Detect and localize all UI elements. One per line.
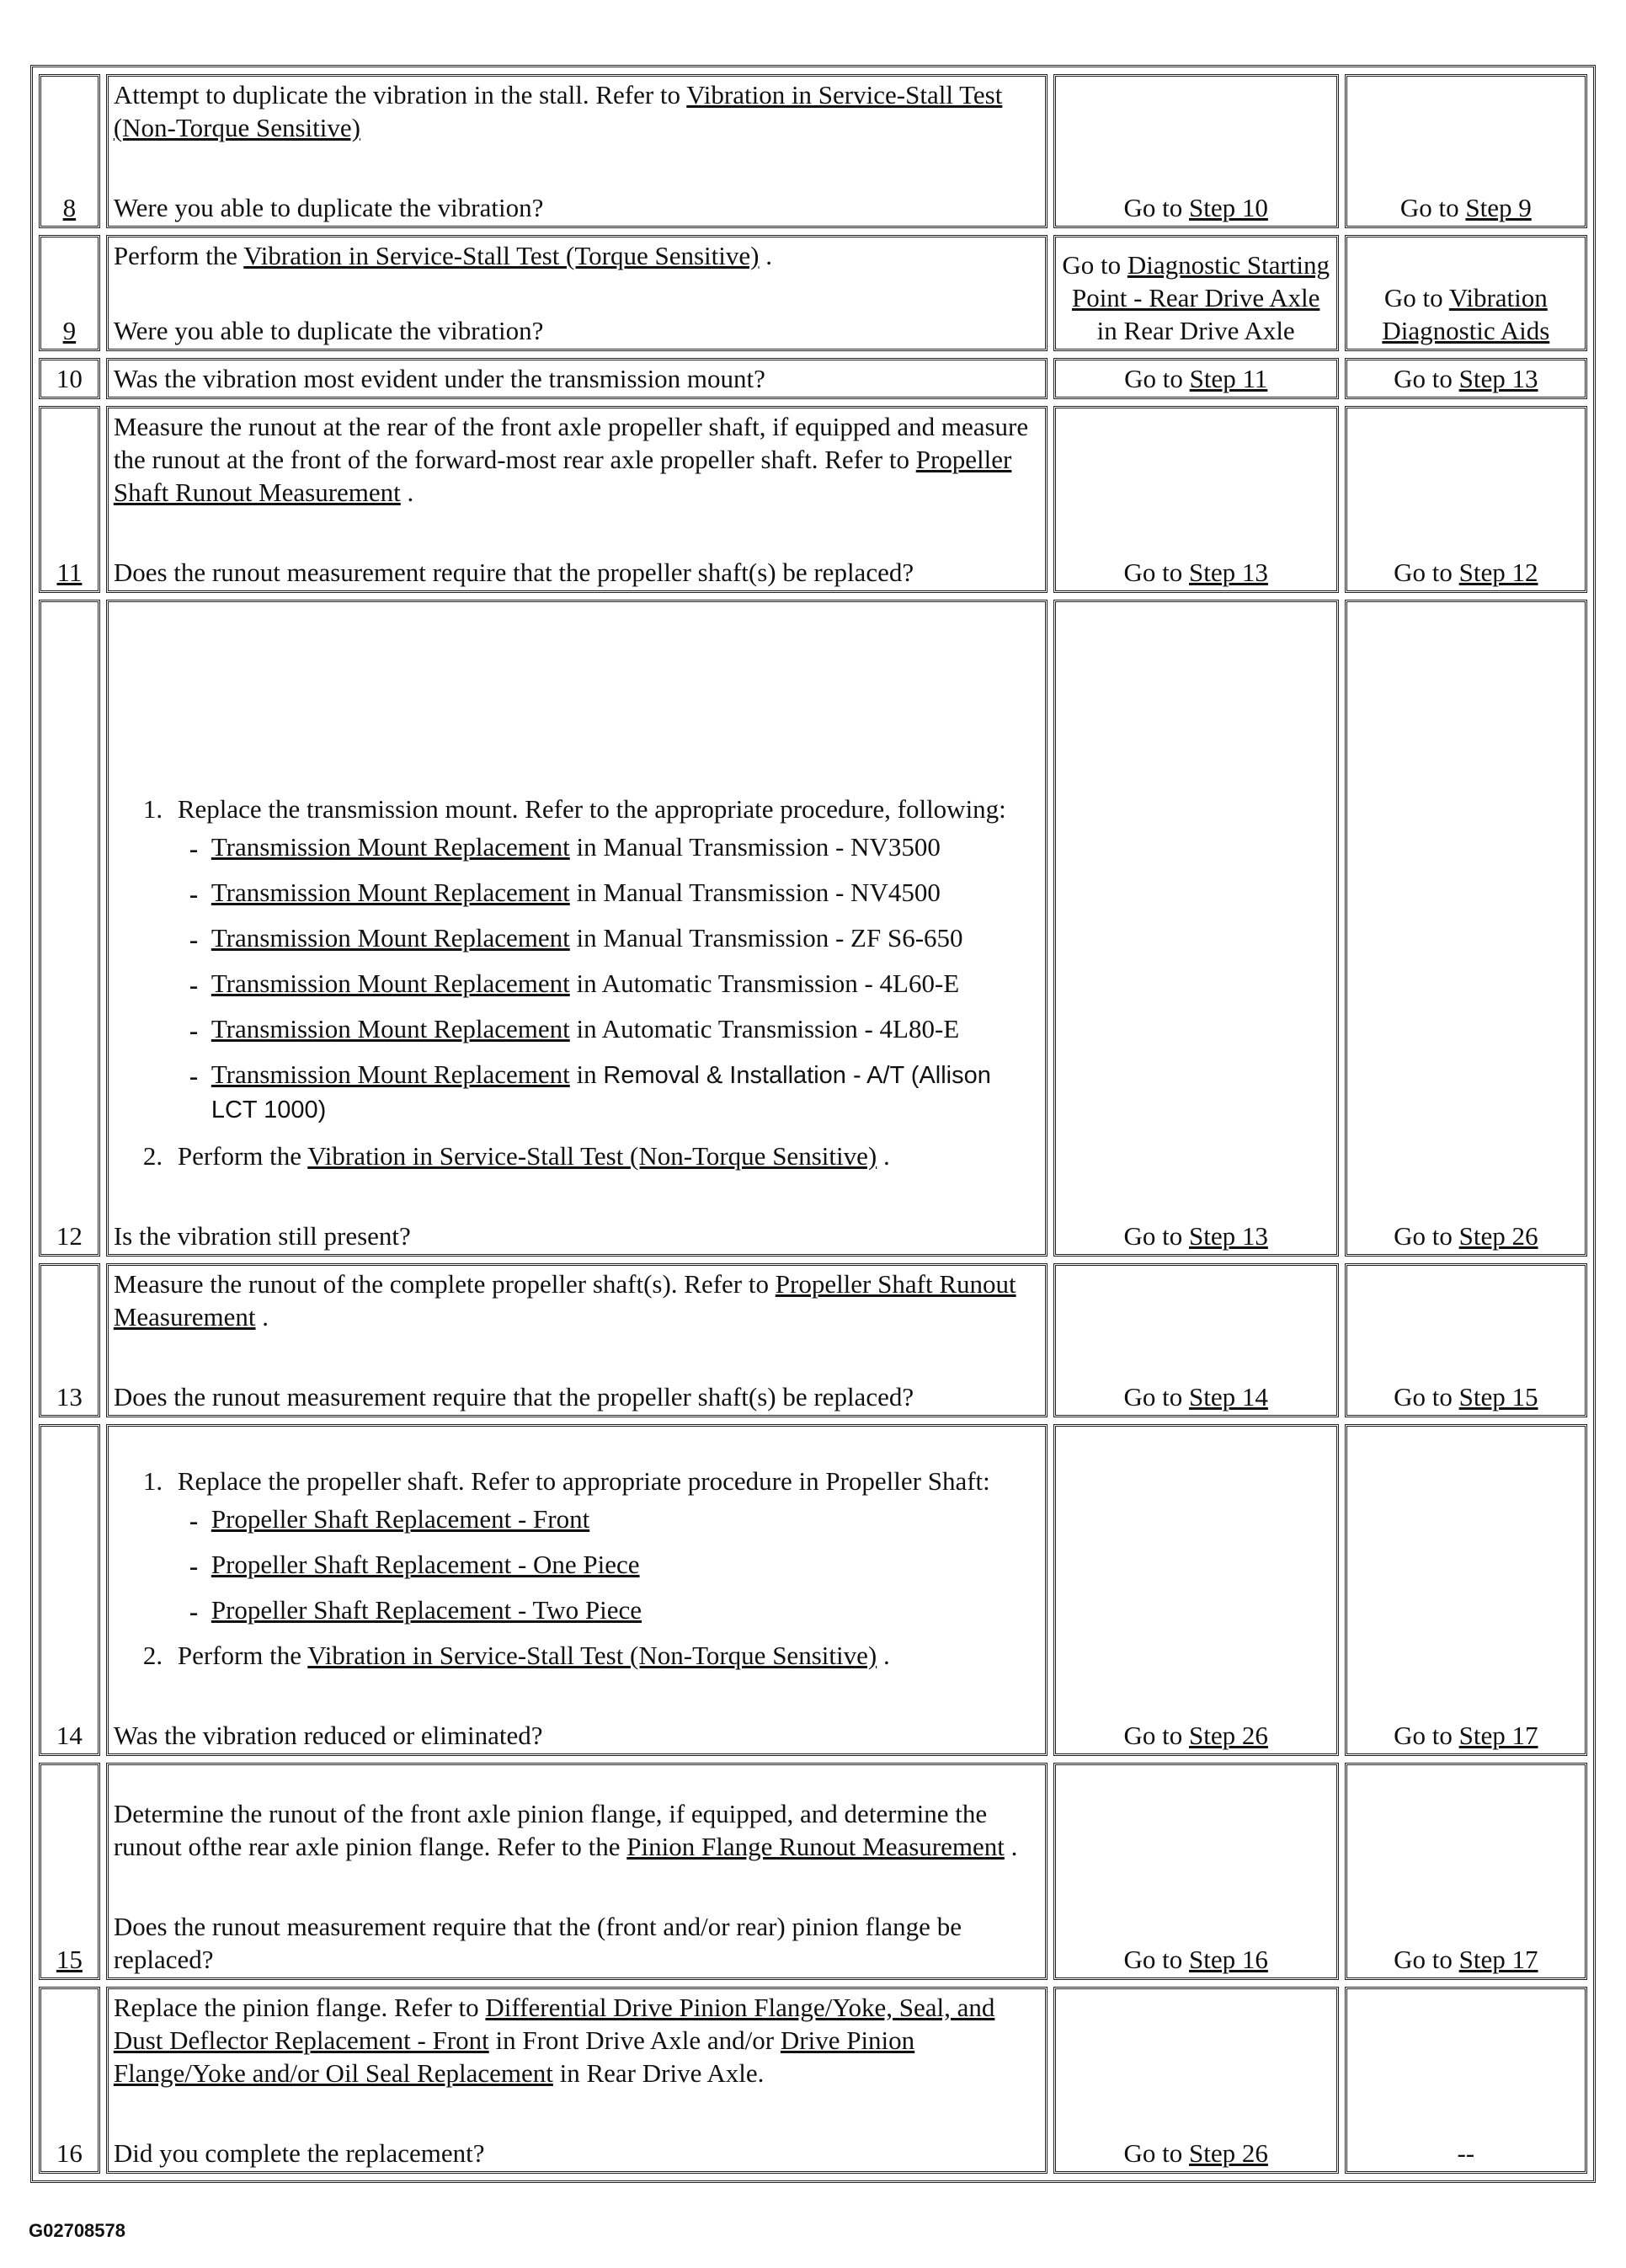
list-item: - Transmission Mount Replacement in Manual Transmission - NV4500 [211,876,1040,909]
procedure-sublist [178,830,1040,1127]
yes-cell: Go to Step 11 [1053,358,1339,399]
no-cell: Go to Vibration Diagnostic Aids [1345,235,1587,351]
procedure-list [114,792,1040,1172]
step-link[interactable]: Step 17 [1458,1721,1538,1750]
step-number[interactable]: 11 [39,406,100,593]
step-number[interactable]: 8 [39,74,100,228]
procedure-link[interactable]: Propeller Shaft Replacement - Two Piece [211,1595,642,1625]
step-link[interactable]: Step 14 [1189,1382,1268,1411]
procedure-link[interactable]: Vibration Diagnostic Aids [1382,283,1550,345]
list-item: - Transmission Mount Replacement in Manual Transmission - NV3500 [211,830,1040,863]
step-link[interactable]: Step 17 [1458,1945,1538,1974]
question-text: Does the runout measurement require that the propeller shaft(s) be replaced? [113,1382,914,1411]
step-row-11 [39,406,1587,593]
no-cell: Go to Step 12 [1345,406,1587,593]
yes-cell: Go to Step 10 [1053,74,1339,228]
procedure-link[interactable]: Vibration in Service-Stall Test (Torque Sensitive) [243,241,760,270]
procedure-list [114,1465,1040,1672]
step-link[interactable]: Step 26 [1458,1221,1538,1251]
question-text: Were you able to duplicate the vibration? [113,316,544,345]
step-link[interactable]: Step 10 [1189,193,1268,222]
step-link[interactable]: Step 12 [1458,558,1538,587]
yes-cell: Go to Step 16 [1053,1763,1339,1980]
step-number: 16 [39,1987,100,2174]
action-cell: Replace the pinion flange. Refer to Differential Drive Pinion Flange/Yoke, Seal, and Dust Deflector Replacement - Front in Front Drive Axle and/or Drive Pinion Flange/Yoke and/or Oil Seal Replacement in Rear Drive Axle. Did you complete the replacement? [106,1987,1048,2174]
step-link[interactable]: Step 13 [1189,1221,1268,1251]
action-cell: Determine the runout of the front axle pinion flange, if equipped, and determine the runout ofthe rear axle pinion flange. Refer to the Pinion Flange Runout Measurement . Does the runout measurement require that the (front and/or rear) pinion flange be replaced? [106,1763,1048,1980]
question-text: Was the vibration most evident under the transmission mount? [113,364,765,393]
list-item [211,1593,1040,1626]
action-cell [106,1424,1048,1756]
step-row-12 [39,600,1587,1257]
no-cell: Go to Step 15 [1345,1263,1587,1417]
list-item: - Transmission Mount Replacement in Manual Transmission - ZF S6-650 [211,921,1040,954]
step-row-14 [39,1424,1587,1756]
procedure-link[interactable]: Vibration in Service-Stall Test (Non-Torque Sensitive) [307,1141,877,1171]
no-cell: Go to Step 13 [1345,358,1587,399]
list-item: - Transmission Mount Replacement in Automatic Transmission - 4L60-E [211,967,1040,1000]
procedure-link[interactable]: Propeller Shaft Runout Measurement [113,445,1012,507]
no-cell: Go to Step 26 [1345,600,1587,1257]
step-link[interactable]: Step 13 [1458,364,1538,393]
question-text: Does the runout measurement require that the (front and/or rear) pinion flange be replaced? [113,1912,962,1974]
step-number: 10 [39,358,100,399]
list-item [211,1502,1040,1535]
question-text: Does the runout measurement require that the propeller shaft(s) be replaced? [113,558,914,587]
procedure-link[interactable]: Vibration in Service-Stall Test (Non-Torque Sensitive) [307,1641,877,1670]
procedure-link[interactable]: Transmission Mount Replacement [211,832,570,862]
procedure-link[interactable]: Transmission Mount Replacement [211,1059,570,1089]
step-link[interactable]: Step 26 [1189,2138,1268,2168]
procedure-link[interactable]: Pinion Flange Runout Measurement [626,1832,1005,1861]
yes-cell: Go to Step 26 [1053,1424,1339,1756]
procedure-step: 1. Replace the transmission mount. Refer to the appropriate procedure, following: - Transmission Mount Replacement in Manual Transmission - NV3500 - Transmission Mount Replacement in Manual Transmission - NV4500 - Transmission Mount Replacement in Manual Transmission - ZF S6-650 - Transmission Mount Replacement in Automatic Transmission - 4L60-E - Transmission Mount Replacement in Automatic Transmission - 4L80-E - Transmission Mount Replacement in Removal & Installation - A/T (Allison LCT 1000) [169,792,1040,1127]
no-cell: Go to Step 17 [1345,1424,1587,1756]
list-item [211,1548,1040,1581]
step-row-16 [39,1987,1587,2174]
figure-id: G02708578 [29,2220,125,2241]
question-text: Were you able to duplicate the vibration? [113,193,544,222]
yes-cell: Go to Step 13 [1053,600,1339,1257]
action-cell [106,358,1048,399]
procedure-link[interactable]: Transmission Mount Replacement [211,1014,570,1043]
step-row-9 [39,235,1587,351]
procedure-link[interactable]: Transmission Mount Replacement [211,969,570,998]
list-item: - Transmission Mount Replacement in Removal & Installation - A/T (Allison LCT 1000) [211,1058,1040,1127]
yes-cell: Go to Step 26 [1053,1987,1339,2174]
yes-cell: Go to Diagnostic Starting Point - Rear Drive Axle in Rear Drive Axle [1053,235,1339,351]
step-number[interactable]: 15 [39,1763,100,1980]
procedure-link[interactable]: Propeller Shaft Replacement - Front [211,1504,590,1534]
action-cell: Perform the Vibration in Service-Stall Test (Torque Sensitive) . Were you able to duplicate the vibration? [106,235,1048,351]
procedure-step: 2. Perform the Vibration in Service-Stall Test (Non-Torque Sensitive) . [169,1639,1040,1672]
procedure-link[interactable]: Differential Drive Pinion Flange/Yoke, Seal, and Dust Deflector Replacement - Front [113,1993,995,2055]
question-text: Did you complete the replacement? [113,2138,485,2168]
yes-cell: Go to Step 14 [1053,1263,1339,1417]
diagnostic-steps-table [30,65,1596,2183]
step-link[interactable]: Step 13 [1189,558,1268,587]
step-row-15 [39,1763,1587,1980]
step-number: 13 [39,1263,100,1417]
step-number[interactable]: 9 [39,235,100,351]
yes-cell: Go to Step 13 [1053,406,1339,593]
no-cell: Go to Step 9 [1345,74,1587,228]
procedure-link[interactable]: Transmission Mount Replacement [211,878,570,907]
step-row-13 [39,1263,1587,1417]
no-cell: -- [1345,1987,1587,2174]
step-row-8 [39,74,1587,228]
action-cell: Attempt to duplicate the vibration in the stall. Refer to Vibration in Service-Stall Test (Non-Torque Sensitive) Were you able to duplicate the vibration? [106,74,1048,228]
procedure-link[interactable]: Vibration in Service-Stall Test (Non-Torque Sensitive) [113,80,1003,142]
procedure-step: 1. Replace the propeller shaft. Refer to appropriate procedure in Propeller Shaft: - Propeller Shaft Replacement - Front - Propeller Shaft Replacement - One Piece - Propeller Shaft Replacement - Two Piece [169,1465,1040,1626]
no-cell: Go to Step 17 [1345,1763,1587,1980]
step-number: 14 [39,1424,100,1756]
action-cell [106,600,1048,1257]
step-link[interactable]: Step 16 [1189,1945,1268,1974]
procedure-link[interactable]: Diagnostic Starting Point - Rear Drive Axle [1071,250,1330,312]
procedure-step: 2. Perform the Vibration in Service-Stall Test (Non-Torque Sensitive) . [169,1139,1040,1172]
question-text: Is the vibration still present? [113,1221,411,1251]
procedure-link[interactable]: Drive Pinion Flange/Yoke and/or Oil Seal Replacement [113,2025,915,2088]
action-cell: Measure the runout at the rear of the front axle propeller shaft, if equipped and measure the runout at the front of the forward-most rear axle propeller shaft. Refer to Propeller Shaft Runout Measurement . Does the runout measurement require that the propeller shaft(s) be replaced? [106,406,1048,593]
step-row-10 [39,358,1587,399]
procedure-link[interactable]: Propeller Shaft Replacement - One Piece [211,1550,640,1579]
step-link[interactable]: Step 26 [1189,1721,1268,1750]
step-number: 12 [39,600,100,1257]
procedure-sublist [178,1502,1040,1626]
procedure-link[interactable]: Transmission Mount Replacement [211,923,570,953]
diagnostic-table-page [30,65,1596,2183]
procedure-link[interactable]: Propeller Shaft Runout Measurement [113,1269,1016,1331]
step-link[interactable]: Step 9 [1465,193,1532,222]
step-link[interactable]: Step 15 [1458,1382,1538,1411]
question-text: Was the vibration reduced or eliminated? [113,1721,543,1750]
step-link[interactable]: Step 11 [1189,364,1268,393]
action-cell: Measure the runout of the complete propeller shaft(s). Refer to Propeller Shaft Runout Measurement . Does the runout measurement require that the propeller shaft(s) be replaced? [106,1263,1048,1417]
list-item: - Transmission Mount Replacement in Automatic Transmission - 4L80-E [211,1012,1040,1045]
